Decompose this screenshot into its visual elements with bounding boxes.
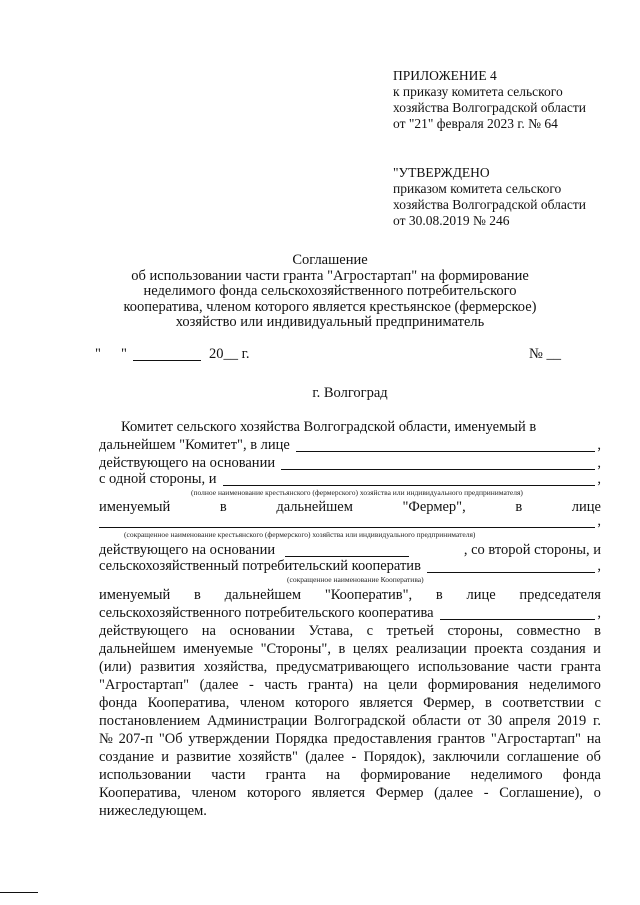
body-text: действующего на основании	[99, 542, 276, 558]
word: апреля	[508, 713, 551, 729]
word: на	[201, 623, 216, 639]
word: утверждении	[188, 731, 270, 747]
word: дальнейшем	[276, 499, 353, 515]
word: в	[219, 499, 227, 515]
date-quote-open: "	[95, 346, 101, 362]
word: стороны,	[447, 623, 503, 639]
word: г.	[593, 713, 601, 729]
word: гранта	[265, 767, 306, 783]
date-month-blank[interactable]	[133, 345, 201, 361]
body-line	[99, 766, 601, 784]
word: неделимого	[470, 767, 543, 783]
word: "Агростартап"	[99, 677, 190, 693]
comma: ,	[597, 605, 601, 621]
body-line	[99, 802, 601, 820]
word: гранта)	[307, 677, 354, 693]
word: в	[594, 623, 601, 639]
word: фонда	[99, 695, 138, 711]
word: "Об	[158, 731, 183, 747]
word: Соглашение),	[499, 785, 584, 801]
word: предоставления	[333, 731, 432, 747]
comma: ,	[597, 471, 601, 487]
word: заключили	[432, 749, 500, 765]
word: и	[593, 641, 601, 657]
hint-shortname: (сокращенное наименование крестьянского (фермерского) хозяйства или индивидуального предпринимателя)	[124, 530, 476, 539]
word: создание	[99, 749, 154, 765]
body-text: , со второй стороны, и	[463, 542, 601, 558]
word: области	[412, 713, 461, 729]
word: часть	[264, 677, 298, 693]
comma: ,	[597, 437, 601, 453]
word: именуемые	[183, 641, 254, 657]
body-text: нижеследующем.	[99, 803, 207, 819]
word: гранта	[560, 659, 601, 675]
body-line	[99, 586, 601, 604]
word: предусматривающего	[276, 659, 410, 675]
body-line	[99, 658, 601, 676]
word: в	[338, 641, 346, 657]
word: Порядка	[275, 731, 328, 747]
word: в	[435, 587, 443, 603]
body-line	[99, 559, 601, 575]
word: на	[363, 677, 378, 693]
word: является	[311, 785, 366, 801]
word: "Стороны",	[260, 641, 331, 657]
word: от	[467, 713, 481, 729]
word: проекта	[474, 641, 523, 657]
appendix-title: ПРИЛОЖЕНИЕ 4	[393, 68, 497, 83]
word: использовании	[99, 767, 192, 783]
word: (далее	[199, 677, 239, 693]
hint-fullname: (полное наименование крестьянского (фермерского) хозяйства или индивидуального предпринимателя)	[191, 488, 523, 497]
word: "Фермер",	[402, 499, 466, 515]
body-line	[99, 418, 601, 436]
word: Кооператива,	[147, 695, 230, 711]
approved-line: хозяйства Волгоградской области	[393, 197, 586, 212]
appendix-line: к приказу комитета сельского	[393, 84, 563, 99]
word: членом	[191, 785, 237, 801]
approved-title: "УТВЕРЖДЕНО	[393, 165, 490, 180]
word: на	[586, 731, 601, 747]
word: лице	[466, 587, 496, 603]
word: 207-п	[118, 731, 153, 747]
approved-line: приказом комитета сельского	[393, 181, 562, 196]
word: Администрации	[206, 713, 308, 729]
body-text: сельскохозяйственного потребительского кооператива	[99, 605, 434, 621]
representative-blank[interactable]	[296, 450, 596, 452]
word: реализации	[395, 641, 467, 657]
word: в	[484, 695, 492, 711]
body-text: сельскохозяйственный потребительский кооператив	[99, 558, 421, 574]
comma: ,	[597, 558, 601, 574]
body-text: действующего на основании	[99, 455, 276, 471]
heading-line: неделимого фонда сельскохозяйственного потребительского	[143, 283, 517, 299]
word: создания	[530, 641, 586, 657]
appendix-line: хозяйства Волгоградской области	[393, 100, 586, 115]
word: председателя	[519, 587, 601, 603]
word: именуемый	[99, 499, 171, 515]
city: г. Волгоград	[312, 385, 388, 401]
word: членом	[239, 695, 285, 711]
word: с	[366, 623, 374, 639]
document-number: № __	[529, 346, 561, 362]
word: Устава,	[308, 623, 354, 639]
word: 30	[487, 713, 503, 729]
word: развития	[140, 659, 195, 675]
farmer-shortname-blank[interactable]	[99, 526, 595, 528]
comma: ,	[597, 513, 601, 529]
word: совместно	[516, 623, 581, 639]
word: -	[483, 785, 489, 801]
body-text: дальнейшем "Комитет", в лице	[99, 437, 290, 453]
body-line	[99, 472, 601, 488]
word: дальнейшем	[224, 587, 302, 603]
word: на	[326, 767, 341, 783]
body-line	[99, 513, 601, 530]
word: основании	[229, 623, 295, 639]
word: которого	[295, 695, 350, 711]
word: формирование	[360, 767, 451, 783]
body-line	[99, 694, 601, 712]
document-heading	[100, 253, 560, 331]
word: постановлением	[99, 713, 201, 729]
farmer-fullname-blank[interactable]	[223, 484, 596, 486]
word: использование	[418, 659, 509, 675]
word: Кооператива,	[99, 785, 181, 801]
heading-line: кооператива, членом которого является крестьянское (фермерское)	[123, 298, 537, 315]
word: (далее	[305, 749, 345, 765]
body-line	[99, 436, 601, 454]
word: Порядок),	[363, 749, 426, 765]
body-line	[99, 640, 601, 658]
word: соглашение	[506, 749, 579, 765]
word: в	[515, 499, 523, 515]
date-row	[95, 345, 565, 363]
word: с	[594, 695, 601, 711]
body-line	[99, 498, 601, 516]
word: "Агростартап"	[490, 731, 581, 747]
word: Фермер,	[423, 695, 475, 711]
body-line	[99, 712, 601, 730]
word: -	[248, 677, 254, 693]
word: Фермер	[375, 785, 424, 801]
body-text: с одной стороны, и	[99, 471, 217, 487]
word: части	[211, 767, 246, 783]
body-line	[99, 784, 601, 802]
word: формирования	[427, 677, 519, 693]
word: (далее	[434, 785, 474, 801]
word: и	[161, 749, 170, 765]
word: развитие	[176, 749, 231, 765]
word: в	[194, 587, 201, 603]
word: третьей	[386, 623, 434, 639]
date-year: 20__ г.	[209, 346, 250, 362]
word: соответствии	[502, 695, 585, 711]
cooperative-name-blank[interactable]	[427, 571, 595, 573]
chairman-blank[interactable]	[440, 618, 596, 620]
word: части	[517, 659, 552, 675]
heading-line: об использовании части гранта "Агростартап" на формирование	[131, 267, 529, 284]
footnote-separator	[0, 892, 38, 893]
word: хозяйства,	[203, 659, 268, 675]
word: именуемый	[99, 587, 171, 603]
hint-cooperative: (сокращенное наименование Кооператива)	[287, 575, 424, 584]
body-line	[99, 622, 601, 640]
basis-blank[interactable]	[281, 468, 595, 470]
body-line	[99, 676, 601, 694]
word: о	[593, 785, 601, 801]
date-quote-close: "	[121, 346, 127, 362]
approved-line: от 30.08.2019 № 246	[393, 213, 510, 228]
word: целях	[352, 641, 389, 657]
word: грантов	[437, 731, 486, 747]
word: об	[586, 749, 601, 765]
appendix-line: от "21" февраля 2023 г. № 64	[393, 116, 558, 131]
body-line	[99, 604, 601, 622]
body-line	[99, 730, 601, 748]
word: -	[351, 749, 357, 765]
word: действующего	[99, 623, 189, 639]
word: которого	[246, 785, 302, 801]
body-line	[99, 748, 601, 766]
word: дальнейшем	[99, 641, 176, 657]
appendix-block	[393, 68, 586, 132]
word: "Кооператив",	[324, 587, 413, 603]
word: (или)	[99, 659, 132, 675]
word: лице	[571, 499, 601, 515]
agreement-body	[99, 418, 601, 820]
word: хозяйств"	[238, 749, 298, 765]
comma: ,	[597, 455, 601, 471]
heading-title: Соглашение	[292, 252, 368, 268]
word: фонда	[562, 767, 601, 783]
heading-line: хозяйство или индивидуальный предприниматель	[175, 314, 485, 330]
word: является	[359, 695, 413, 711]
word: цели	[388, 677, 418, 693]
word: №	[99, 731, 113, 747]
word: неделимого	[528, 677, 601, 693]
word: 2019	[557, 713, 587, 729]
approved-block	[393, 165, 586, 229]
word: Волгоградской	[313, 713, 406, 729]
body-text: Комитет сельского хозяйства Волгоградской области, именуемый в	[121, 419, 537, 435]
